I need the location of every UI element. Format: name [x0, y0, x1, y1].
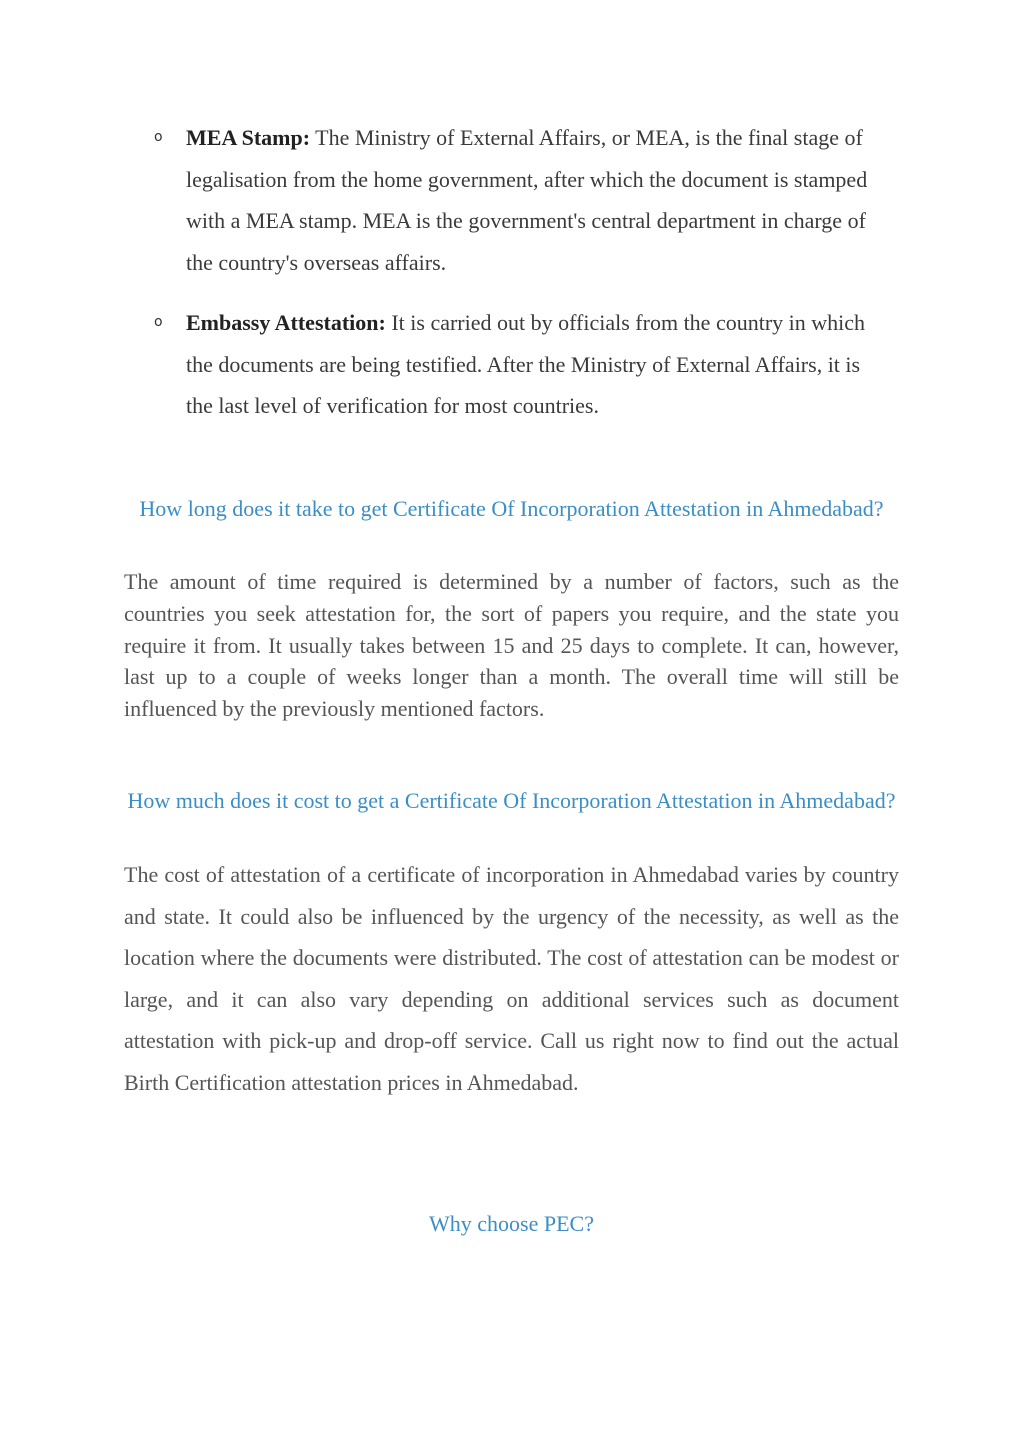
section-heading-duration: How long does it take to get Certificate Of Incorporation Attestation in Ahmedabad?	[139, 496, 884, 521]
list-item-embassy-attestation	[124, 302, 884, 427]
bullet-circle-icon: o	[154, 129, 163, 145]
bullet-circle-icon: o	[154, 314, 163, 330]
list-item-term: Embassy Attestation:	[186, 310, 386, 335]
list-item-text: The Ministry of External Affairs, or MEA, is the final stage of legalisation from the home government, after which the document is stamped with a MEA stamp. MEA is the government's central department in charge of the country's overseas affairs.	[186, 125, 868, 275]
list-item-mea-stamp	[124, 117, 884, 283]
section-heading-cost: How much does it cost to get a Certificate Of Incorporation Attestation in Ahmedabad?	[127, 788, 896, 813]
section-body-cost: The cost of attestation of a certificate of incorporation in Ahmedabad varies by country and state. It could also be influenced by the urgency of the necessity, as well as the location where the documents were distributed. The cost of attestation can be modest or large, and it can also vary depending on additional services such as document attestation with pick-up and drop-off service. Call us right now to find out the actual Birth Certification attestation prices in Ahmedabad.	[124, 862, 899, 1095]
list-item-term: MEA Stamp:	[186, 125, 311, 150]
section-body-duration: The amount of time required is determined by a number of factors, such as the countries you seek attestation for, the sort of papers you require, and the state you require it from. It usually takes between 15 and 25 days to complete. It can, however, last up to a couple of weeks longer than a month. The overall time will still be influenced by the previously mentioned factors.	[124, 569, 899, 722]
legalisation-steps-list	[124, 117, 884, 427]
section-heading-why-pec: Why choose PEC?	[429, 1211, 594, 1236]
list-item-text: It is carried out by officials from the country in which the documents are being testified. After the Ministry of External Affairs, it is the last level of verification for most countries.	[186, 310, 866, 418]
